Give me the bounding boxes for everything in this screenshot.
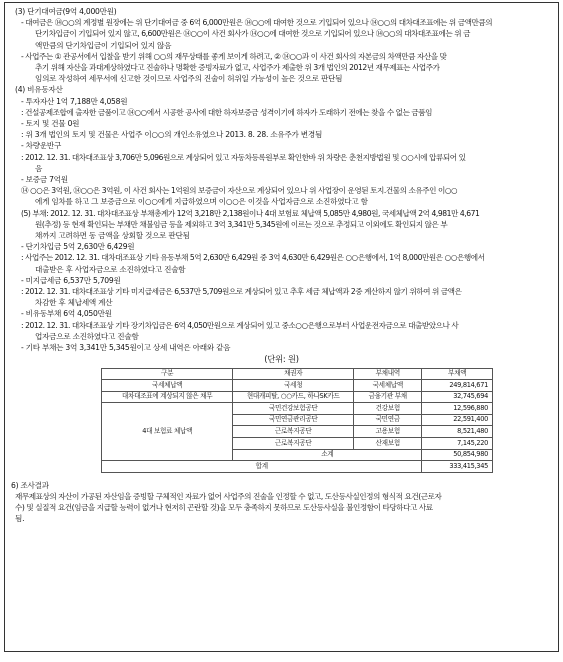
cell-creditor: 국민건강보험공단 xyxy=(233,403,354,415)
cell-insurance-category: 4대 보험료 체납액 xyxy=(102,403,233,461)
cell-creditor: 근로복지공단 xyxy=(233,426,354,438)
cell-debt-type: 금융기관 부채 xyxy=(354,391,422,403)
loan-paragraph-line: 단기차입금이 기입되어 있지 않고, 6,600만원은 ⑭○○이 사건 회사가 ⑭○○에 대여한 것으로 기입되어 있으나 ⑭○○의 대차대조표에는 위 금 xyxy=(35,29,470,39)
cell-amount: 12,596,880 xyxy=(422,403,493,415)
cell-debt-type: 고용보험 xyxy=(354,426,422,438)
cell-amount: 249,814,671 xyxy=(422,380,493,392)
other-liability-heading: - 기타 부채는 3억 3,341만 5,345원이고 상세 내역은 아래와 같음 xyxy=(21,343,231,353)
table-header-row xyxy=(102,368,493,380)
cell-category: 대차대조표에 계상되지 않은 채무 xyxy=(102,391,233,403)
short-term-loan-line: 대출받은 후 사업자금으로 소진하였다고 진술함 xyxy=(35,264,186,274)
vehicle-heading: - 차량운반구 xyxy=(21,141,62,151)
cell-total-value: 333,415,345 xyxy=(422,461,493,473)
table-row xyxy=(102,391,493,403)
cell-debt-type: 국민연금 xyxy=(354,414,422,426)
deposit-body-line: ⑭ ○○은 3억원, ⑭○○은 3억원, 이 사건 회사는 1억원의 보증금이 자산으로 계상되어 있으나 위 사업장이 운영된 토지.건물의 소유주인 이○○ xyxy=(21,186,458,196)
unpaid-tax-heading: - 미지급세금 6,537만 5,709원 xyxy=(21,275,121,285)
owner-claim-line: 추기 위해 자산을 과대계상하였다고 진술하나 명확한 증빙자료가 없고, 사업주가 제출한 위 3개 법인의 2012년 재무제표는 사업주가 xyxy=(35,63,440,73)
noncurrent-liability-line: 업자금으로 소진하였다고 진술함 xyxy=(35,331,139,341)
loan-paragraph-line: 액만큼의 단기차입금이 기입되어 있지 않음 xyxy=(35,40,172,50)
debt-detail-table xyxy=(101,368,493,473)
investment-body: : 건설공제조합에 출자한 금품이고 ⑭○○에서 시공한 공사에 대한 하자보증금 성격이기에 하자가 도래하기 전에는 찾을 수 없는 금품임 xyxy=(21,107,433,117)
unpaid-tax-line: : 2012. 12. 31. 대차대조표상 기타 미지급세금은 6,537만 5,709원으로 계상되어 있고 추후 세금 체납액과 2중 계산하지 않기 위하여 위 금액은 xyxy=(21,287,462,297)
header-category: 구분 xyxy=(102,368,233,380)
noncurrent-liability-heading: - 비유동부채 6억 4,050만원 xyxy=(21,309,112,319)
header-debt-type: 부채내역 xyxy=(354,368,422,380)
land-heading: - 토지 및 건물 0원 xyxy=(21,119,80,129)
unit-label: (단위: 원) xyxy=(264,354,299,365)
cell-creditor: 근로복지공단 xyxy=(233,438,354,450)
document-page xyxy=(4,2,559,652)
owner-claim-line: - 사업주는 ① 관공서에서 입찰을 받기 위해 ○○의 재무상태를 좋게 보이게 하려고, ② ⑭○○과 이 사건 회사의 자본금의 차액만큼 자산을 맞 xyxy=(21,51,447,61)
section-4-heading: (4) 비유동자산 xyxy=(15,85,63,95)
liabilities-line: 채까지 고려하면 동 금액을 상회할 것으로 판단됨 xyxy=(35,231,190,241)
noncurrent-liability-line: : 2012. 12. 31. 대차대조표상 기타 장기차입금은 6억 4,050만원으로 계상되어 있고 중소○○은행으로부터 사업운전자금으로 대출받았으나 사 xyxy=(21,320,459,330)
conclusion-line: 수) 및 실질적 요건(임금을 지급할 능력이 없거나 현저히 곤란할 것)을 모두 충족하지 못하므로 도산등사실을 불인정함이 타당하다고 사료 xyxy=(15,503,433,513)
cell-debt-type: 산재보험 xyxy=(354,438,422,450)
cell-subtotal-value: 50,854,980 xyxy=(422,449,493,461)
table-row xyxy=(102,403,493,415)
investment-heading: - 투자자산 1억 7,188만 4,058원 xyxy=(21,96,128,106)
cell-creditor: 현대캐피탈, ○○카드, 하나SK카드 xyxy=(233,391,354,403)
cell-subtotal-label: 소계 xyxy=(233,449,422,461)
cell-amount: 32,745,694 xyxy=(422,391,493,403)
deposit-body-line: 에게 임차를 하고 그 보증금으로 이○○에게 지급하였으며 이○○은 이것을 사업자금으로 소진하였다고 함 xyxy=(35,197,368,207)
short-term-loan-line: : 사업주는 2012. 12. 31. 대차대조표상 기타 유동부채 5억 2,630만 6,429원 중 3억 4,630만 6,429원은 ○○은행에서, 1억 8,000만원은 ○○은행에서 xyxy=(21,253,485,263)
loan-paragraph-line: - 대여금은 ⑭○○의 계정별 원장에는 위 단기대여금 중 6억 6,000만원은 ⑭○○에 대여한 것으로 기입되어 있으나 ⑭○○의 대차대조표에는 위 금액만큼의 xyxy=(21,18,493,28)
cell-debt-type: 건강보험 xyxy=(354,403,422,415)
vehicle-body-line: : 2012. 12. 31. 대차대조표상 3,706만 5,096원으로 계상되어 있고 자동차등록원부로 확인한바 위 차량은 춘천지방법원 및 ○○시에 압류되어 있 xyxy=(21,152,466,162)
cell-category: 국세체납액 xyxy=(102,380,233,392)
section-3-heading: (3) 단기대여금(9억 4,000만원) xyxy=(15,7,117,16)
liabilities-line: (5) 부채: 2012. 12. 31. 대차대조표상 부채총계가 12억 3,218만 2,138원이나 4대 보험료 체납액 5,085만 4,980원, 국세체납액 2억 4,981만 4,671 xyxy=(21,208,480,218)
cell-total-label: 합계 xyxy=(102,461,422,473)
table-row xyxy=(102,380,493,392)
cell-amount: 7,145,220 xyxy=(422,438,493,450)
cell-amount: 8,521,480 xyxy=(422,426,493,438)
unpaid-tax-line: 차감한 후 체납세액 계산 xyxy=(35,298,113,308)
vehicle-body-line: 음 xyxy=(35,163,43,173)
deposit-heading: - 보증금 7억원 xyxy=(21,175,68,185)
section-6-heading: 6) 조사결과 xyxy=(11,480,49,490)
conclusion-line: 재무제표상의 자산이 가공된 자산임을 증빙할 구체적인 자료가 없어 사업주의 진술을 인정할 수 없고, 도산등사실인정의 형식적 요건(근로자 xyxy=(15,492,442,502)
conclusion-line: 됨. xyxy=(15,514,25,524)
owner-claim-line: 임의로 작성하여 세무서에 신고한 것이므로 사업주의 진술이 허위일 가능성이 높은 것으로 판단됨 xyxy=(35,74,343,84)
header-creditor: 채권자 xyxy=(233,368,354,380)
cell-creditor: 국세청 xyxy=(233,380,354,392)
header-amount: 부채액 xyxy=(422,368,493,380)
land-body: : 위 3개 법인의 토지 및 건물은 사업주 이○○의 개인소유였으나 2013. 8. 28. 소유주가 변경됨 xyxy=(21,130,323,140)
table-total-row xyxy=(102,461,493,473)
cell-amount: 22,591,400 xyxy=(422,414,493,426)
short-term-loan-heading: - 단기차입금 5억 2,630만 6,429원 xyxy=(21,242,135,252)
liabilities-line: 원(추정) 등 현재 확인되는 부채만 채불임금 등을 제외하고 3억 3,341만 5,345원에 이르는 것으로 추정되고 이외에도 확인되지 않은 부 xyxy=(35,219,448,229)
cell-creditor: 국민연금관리공단 xyxy=(233,414,354,426)
cell-debt-type: 국세체납액 xyxy=(354,380,422,392)
